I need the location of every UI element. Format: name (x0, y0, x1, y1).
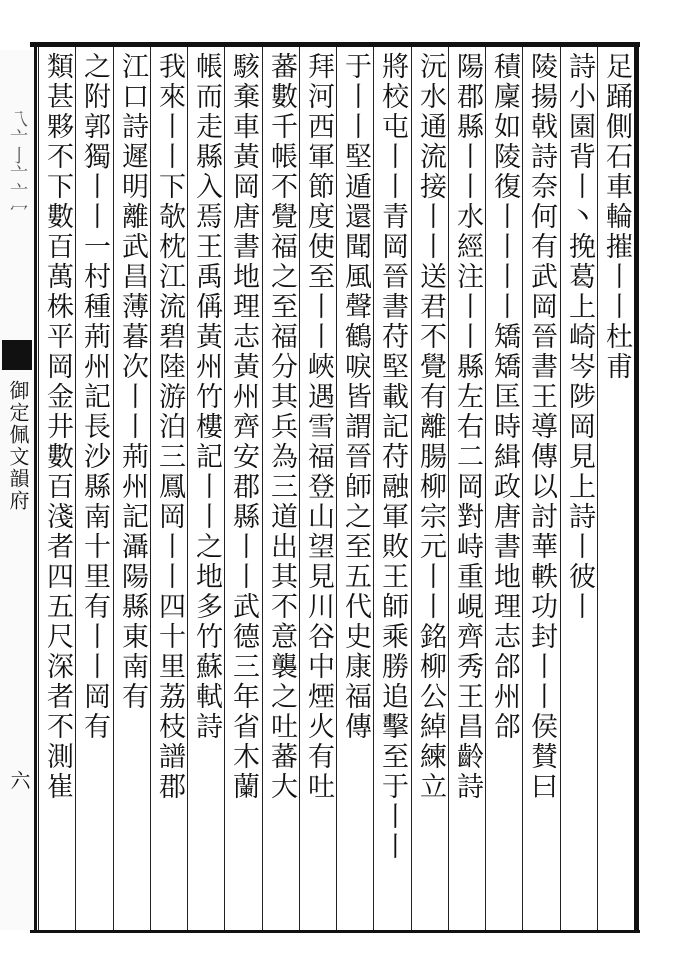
fishtail-mark (2, 340, 32, 370)
text-column: 我來丨丨下欹枕江流碧陸游泊三鳳岡丨丨四十里荔枝譜郡 (154, 52, 185, 802)
page-number: 六 (7, 770, 31, 790)
text-column: 蕃數千帳不覺福之至福分其兵為三道出其不意襲之吐蕃大 (266, 52, 297, 802)
gutter-marks: 乁亠亅亠亠冖 (7, 110, 28, 218)
text-column: 拜河西軍節度使至丨丨峽遇雪福登山望見川谷中煙火有吐 (303, 52, 334, 802)
text-column: 陵揚戟詩奈何有武岡晉書王導傳以討華軼功封丨丨侯賛曰 (526, 52, 557, 802)
text-column: 駭棄車黃岡唐書地理志黃州齊安郡縣丨丨武德三年省木蘭 (228, 52, 259, 802)
text-column: 帳而走縣入焉王禹偁黃州竹樓記丨丨之地多竹蘇軾詩 (191, 52, 222, 742)
page-border-bottom (30, 930, 640, 933)
text-column: 于丨丨堅遁還聞風聲鶴唳皆謂晉師之至五代史康福傳 (340, 52, 371, 742)
text-column: 類甚夥不下數百萬株平岡金井數百淺者四五尺深者不測崔 (42, 52, 73, 802)
page-border-left (34, 42, 37, 932)
book-title: 御定佩文韻府 (6, 380, 30, 512)
text-column: 將校屯丨丨青岡晉書苻堅載記苻融軍敗王師乘勝追擊至于丨丨 (377, 52, 408, 862)
page-border-top (30, 42, 640, 47)
page-border-right (634, 42, 639, 932)
text-column: 積廩如陵復丨丨丨丨矯矯匡時緝政唐書地理志郃州郃 (489, 52, 520, 742)
text-column: 江口詩遲明離武昌薄暮次丨丨荊州記灄陽縣東南有 (117, 52, 148, 712)
page-gutter (0, 50, 34, 930)
text-column: 陽郡縣丨丨水經注丨丨縣左右二岡對峙重峴齊秀王昌齡詩 (452, 52, 483, 802)
text-column: 之附郭獨丨丨一村種荊州記長沙縣南十里有丨丨岡有 (79, 52, 110, 742)
text-column: 沅水通流接丨丨送君不覺有離腸柳宗元丨丨銘柳公綽練立 (415, 52, 446, 802)
text-column: 詩小園背丨丶挽葛上崎岑陟岡見上詩丨彼丨 (564, 52, 595, 622)
text-column: 足踊側石車輪摧丨丨杜甫 (601, 52, 632, 382)
